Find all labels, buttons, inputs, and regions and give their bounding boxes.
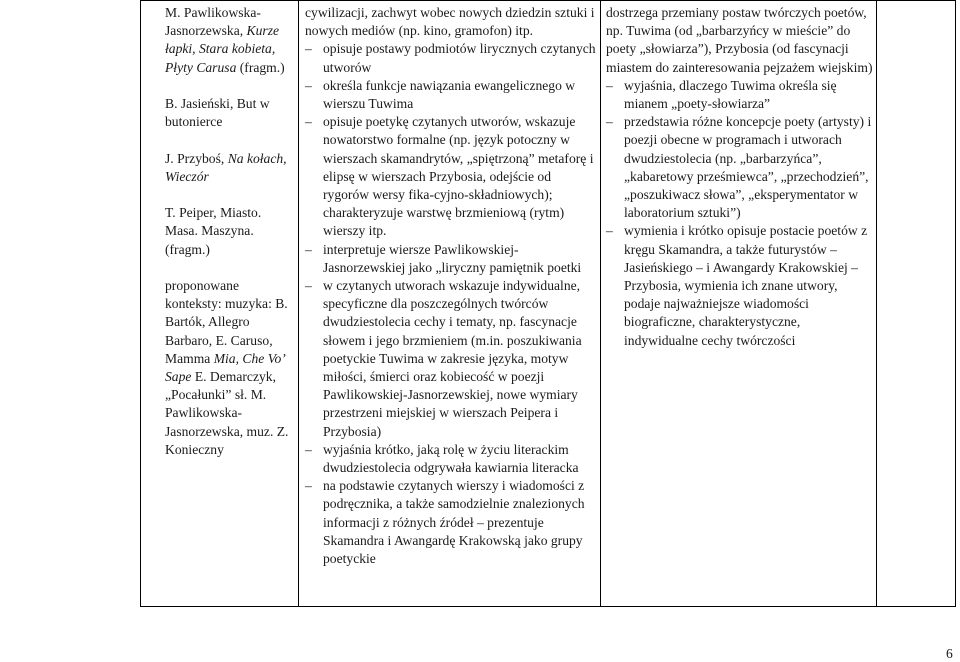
list-item <box>305 113 598 240</box>
col3-list <box>606 77 876 350</box>
list-item <box>606 77 876 113</box>
table-bottom-border <box>140 606 956 607</box>
list-item <box>305 277 598 441</box>
reading-entry-text: B. Jasieński, But w butonierce <box>165 96 270 130</box>
readings-column <box>165 4 297 459</box>
dash-bullet: – <box>606 223 613 239</box>
entry-spacer <box>165 186 297 204</box>
list-item <box>305 77 598 113</box>
dash-bullet: – <box>305 241 312 257</box>
entry-spacer <box>165 77 297 95</box>
reading-entry-text: Na kołach, Wieczór <box>165 150 287 184</box>
table-border-col3 <box>600 0 601 607</box>
entry-spacer <box>165 131 297 149</box>
list-item-text: interpretuje wiersze Pawlikowskiej-Jasnorzewskiej jako „liryczny pamiętnik poetki <box>323 241 582 275</box>
list-item-text: opisuje poetykę czytanych utworów, wskazuje nowatorstwo formalne (np. język potoczny w wierszach skamandrytów, „spiętrzoną” metaforę i elipsę w wierszach Przybosia, odejście od rygorów wersy fika-cyjno-składniowych); charakteryzuje warstwę brzmieniową (rytm) wierszy itp. <box>323 114 594 239</box>
table-border-col2 <box>298 0 299 607</box>
list-item-text: wyjaśnia krótko, jaką rolę w życiu literackim dwudziestolecia odgrywała kawiarnia literacka <box>323 441 579 476</box>
reading-entry-text: J. Przyboś, <box>165 150 228 166</box>
list-item-text: przedstawia różne koncepcje poety (artysty) i poezji obecne w programach i utworach dwudziestolecia (np. „barbarzyńca”, „kabaretowy prześmiewca”, „przechodzień”, „poszukiwacz słowa”, „eksperymentator w laboratorium sztuki”) <box>624 114 872 221</box>
list-item <box>305 441 598 477</box>
reading-entry-text: proponowane konteksty: muzyka: B. Bartók, Allegro Barbaro, E. Caruso, Mamma <box>165 277 288 366</box>
col2-list <box>305 40 598 568</box>
dash-bullet: – <box>305 114 312 130</box>
dash-bullet: – <box>305 441 312 457</box>
list-item <box>305 477 598 568</box>
list-item <box>305 40 598 76</box>
entry-spacer <box>165 259 297 277</box>
dash-bullet: – <box>305 41 312 57</box>
reading-entry-text: T. Peiper, Miasto. Masa. Maszyna. (fragm.) <box>165 205 262 257</box>
list-item-text: w czytanych utworach wskazuje indywidualne, specyficzne dla poszczególnych twórców dwudziestolecia cechy i tematy, np. fascynacje słowem i jego brzmieniem (m.in. poszukiwania poetyckie Tuwima w zakresie języka, motyw miłości, śmierci oraz kobiecość w poezji Pawlikowskiej-Jasnorzewskiej, nowe wymiary przestrzeni miejskiej w wierszach Peipera i Przybosia) <box>323 278 582 439</box>
list-item-text: określa funkcje nawiązania ewangelicznego w wierszu Tuwima <box>323 77 576 112</box>
table-border-right <box>955 0 956 607</box>
list-item <box>606 113 876 222</box>
dash-bullet: – <box>305 478 312 494</box>
list-item-text: wymienia i krótko opisuje postacie poetów z kręgu Skamandra, a także futurystów – Jasieńskiego – i Awangardy Krakowskiej – Przybosia, wymienia ich znane utwory, podaje najważniejsze wiadomości biograficzne, charakterystyczne, indywidualne cechy twórczości <box>624 223 868 348</box>
requirements-column-extended <box>606 4 876 350</box>
reading-entry-text: E. Demarczyk, „Pocałunki” sł. M. Pawlikowska-Jasnorzewska, muz. Z. Konieczny <box>165 369 289 457</box>
reading-entry-text: Kurze łapki, Stara kobieta, Płyty Carusa <box>165 23 280 75</box>
dash-bullet: – <box>305 278 312 294</box>
requirements-column-basic <box>305 4 598 568</box>
list-item <box>305 241 598 277</box>
reading-entry-text: Mia, Che Vo’ Sape <box>165 350 285 384</box>
dash-bullet: – <box>305 77 312 93</box>
reading-entry <box>165 150 297 186</box>
dash-bullet: – <box>606 77 613 93</box>
reading-entry-text: M. Pawlikowska-Jasnorzewska, <box>165 5 261 39</box>
table-border-left <box>140 0 141 607</box>
page-number: 6 <box>946 646 953 661</box>
col2-intro: cywilizacji, zachwyt wobec nowych dziedzin sztuki i nowych mediów (np. kino, gramofon) itp. <box>305 5 595 39</box>
col3-intro: dostrzega przemiany postaw twórczych poetów, np. Tuwima (od „barbarzyńcy w mieście” do poety „słowiarza”), Przybosia (od fascynacji miastem do zainteresowania pejzażem wiejskim) <box>606 5 873 75</box>
reading-entry <box>165 277 297 459</box>
reading-entry-text: (fragm.) <box>236 59 285 75</box>
table-border-col4 <box>876 0 877 607</box>
list-item <box>606 222 876 349</box>
table-top-border <box>140 0 956 1</box>
reading-entry <box>165 204 297 259</box>
list-item-text: wyjaśnia, dlaczego Tuwima określa się mianem „poety-słowiarza” <box>624 77 837 112</box>
reading-entry <box>165 4 297 77</box>
list-item-text: opisuje postawy podmiotów lirycznych czytanych utworów <box>323 41 596 75</box>
dash-bullet: – <box>606 114 613 130</box>
reading-entry <box>165 95 297 131</box>
list-item-text: na podstawie czytanych wierszy i wiadomości z podręcznika, a także samodzielnie znalezionych informacji z różnych źródeł – prezentuje Skamandra i Awangardę Krakowską jako grupy poetyckie <box>323 478 585 567</box>
